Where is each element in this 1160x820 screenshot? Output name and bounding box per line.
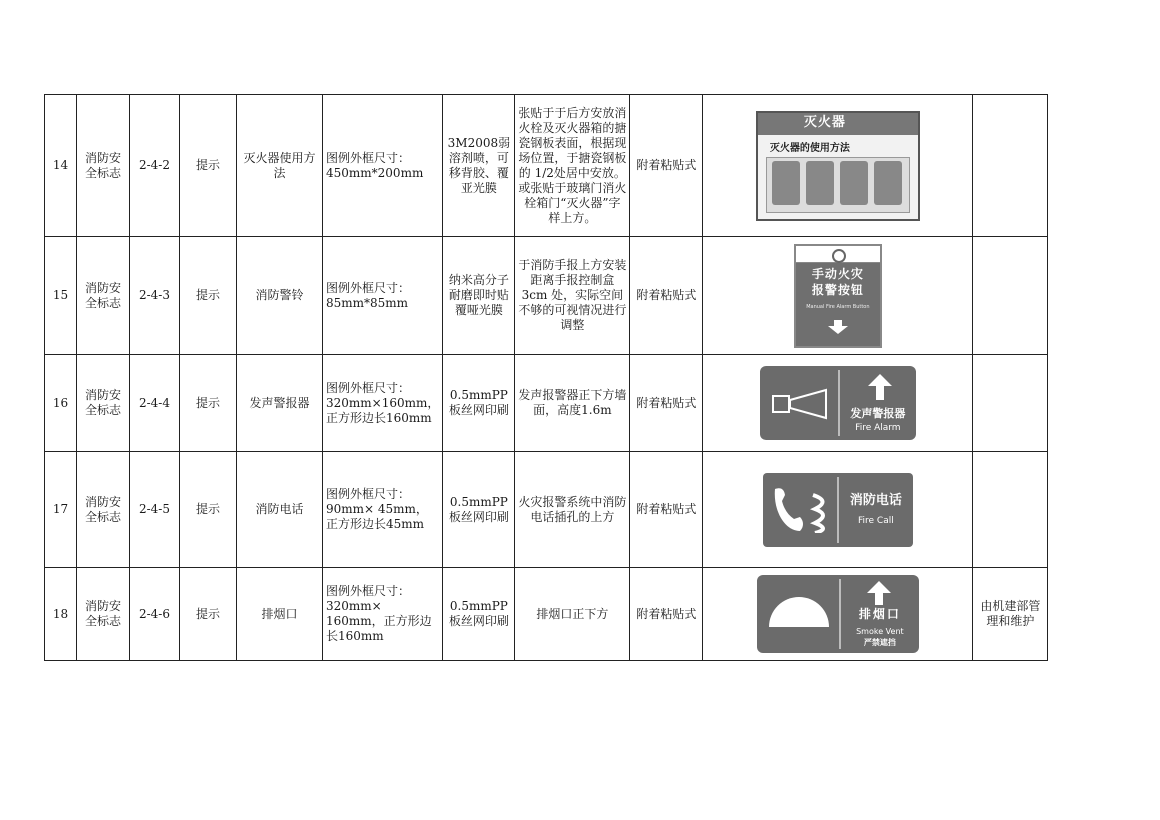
sign-name: 灭火器使用方法 — [237, 95, 323, 237]
sign-material: 0.5mmPP板丝网印刷 — [443, 452, 515, 568]
siren-icon — [772, 388, 828, 420]
arrow-up-icon — [867, 581, 891, 605]
remark — [973, 355, 1048, 452]
step-3-icon — [840, 161, 868, 205]
manual-alarm-button-sign — [794, 244, 882, 348]
sign-material: 0.5mmPP板丝网印刷 — [443, 355, 515, 452]
table-row — [45, 95, 1048, 237]
table-row — [45, 568, 1048, 661]
install-position: 发声报警器正下方墙面，高度1.6m — [515, 355, 630, 452]
remark — [973, 95, 1048, 237]
sign-material: 3M2008弱溶剂喷，可移背胶、覆亚光膜 — [443, 95, 515, 237]
install-position: 火灾报警系统中消防电话插孔的上方 — [515, 452, 630, 568]
sign-size: 图例外框尺寸：85mm*85mm — [323, 237, 443, 355]
row-number: 15 — [45, 237, 77, 355]
row-number: 14 — [45, 95, 77, 237]
sign-chinese-warning: 严禁遮挡 — [863, 638, 896, 647]
sign-size: 图例外框尺寸：320mm×160mm，正方形边长160mm — [323, 355, 443, 452]
sign-illustration-cell — [703, 568, 973, 661]
sign-illustration-cell — [703, 95, 973, 237]
sign-category: 消防安全标志 — [77, 568, 130, 661]
remark: 由机建部管理和维护 — [973, 568, 1048, 661]
sign-type: 提示 — [180, 95, 237, 237]
sign-type: 提示 — [180, 237, 237, 355]
sign-type: 提示 — [180, 452, 237, 568]
fire-icon — [809, 489, 835, 533]
table-row — [45, 452, 1048, 568]
row-number: 17 — [45, 452, 77, 568]
sign-title: 灭火器 — [803, 114, 846, 130]
sign-code: 2-4-5 — [130, 452, 180, 568]
install-method: 附着粘贴式 — [630, 355, 703, 452]
sign-size: 图例外框尺寸：320mm× 160mm，正方形边长160mm — [323, 568, 443, 661]
sign-name: 排烟口 — [237, 568, 323, 661]
install-method: 附着粘贴式 — [630, 95, 703, 237]
sign-category: 消防安全标志 — [77, 95, 130, 237]
sign-english: Manual Fire Alarm Button — [806, 303, 870, 310]
fire-phone-sign — [763, 473, 913, 547]
install-method: 附着粘贴式 — [630, 452, 703, 568]
sign-chinese: 发声警报器 — [850, 407, 906, 420]
fire-alarm-sign — [760, 366, 916, 440]
install-position: 于消防手报上方安装距离手报控制盒3cm 处，实际空间不够的可视情况进行调整 — [515, 237, 630, 355]
sign-size: 图例外框尺寸：450mm*200mm — [323, 95, 443, 237]
sign-english: Fire Alarm — [855, 423, 901, 433]
alarm-button-icon — [832, 249, 846, 263]
sign-category: 消防安全标志 — [77, 237, 130, 355]
sign-code: 2-4-4 — [130, 355, 180, 452]
sign-type: 提示 — [180, 355, 237, 452]
sign-illustration-cell — [703, 355, 973, 452]
table-row — [45, 355, 1048, 452]
sign-category: 消防安全标志 — [77, 452, 130, 568]
sign-line-1: 手动火灾 — [811, 266, 864, 281]
extinguisher-usage-sign — [756, 111, 920, 221]
sign-line-2: 报警按钮 — [811, 282, 864, 297]
step-2-icon — [806, 161, 834, 205]
sign-chinese: 排烟口 — [858, 607, 901, 621]
sign-code: 2-4-6 — [130, 568, 180, 661]
sign-english: Fire Call — [858, 515, 894, 526]
row-number: 16 — [45, 355, 77, 452]
telephone-icon — [771, 485, 805, 535]
install-method: 附着粘贴式 — [630, 237, 703, 355]
install-method: 附着粘贴式 — [630, 568, 703, 661]
smoke-vent-sign — [757, 575, 919, 653]
sign-subtitle: 灭火器的使用方法 — [769, 142, 850, 154]
sign-name: 消防电话 — [237, 452, 323, 568]
install-position: 排烟口正下方 — [515, 568, 630, 661]
row-number: 18 — [45, 568, 77, 661]
signage-spec-table — [44, 94, 1048, 661]
remark — [973, 237, 1048, 355]
sign-material: 0.5mmPP板丝网印刷 — [443, 568, 515, 661]
sign-chinese: 消防电话 — [849, 492, 902, 508]
remark — [973, 452, 1048, 568]
sign-material: 纳米高分子耐磨即时贴覆哑光膜 — [443, 237, 515, 355]
sign-code: 2-4-3 — [130, 237, 180, 355]
sign-type: 提示 — [180, 568, 237, 661]
sign-name: 消防警铃 — [237, 237, 323, 355]
install-position: 张贴于于后方安放消火栓及灭火器箱的搪瓷钢板表面，根据现场位置，于搪瓷钢板的 1/2处居中安放。或张贴于玻璃门消火栓箱门“灭火器”字样上方。 — [515, 95, 630, 237]
step-1-icon — [772, 161, 800, 205]
arrow-down-icon — [828, 320, 848, 334]
sign-size: 图例外框尺寸：90mm× 45mm，正方形边长45mm — [323, 452, 443, 568]
arrow-up-icon — [868, 374, 892, 400]
step-4-icon — [874, 161, 902, 205]
sign-category: 消防安全标志 — [77, 355, 130, 452]
sign-name: 发声警报器 — [237, 355, 323, 452]
table-row — [45, 237, 1048, 355]
sign-english: Smoke Vent — [856, 627, 904, 636]
sign-illustration-cell — [703, 237, 973, 355]
sign-illustration-cell — [703, 452, 973, 568]
sign-code: 2-4-2 — [130, 95, 180, 237]
smoke-vent-icon — [767, 595, 831, 629]
